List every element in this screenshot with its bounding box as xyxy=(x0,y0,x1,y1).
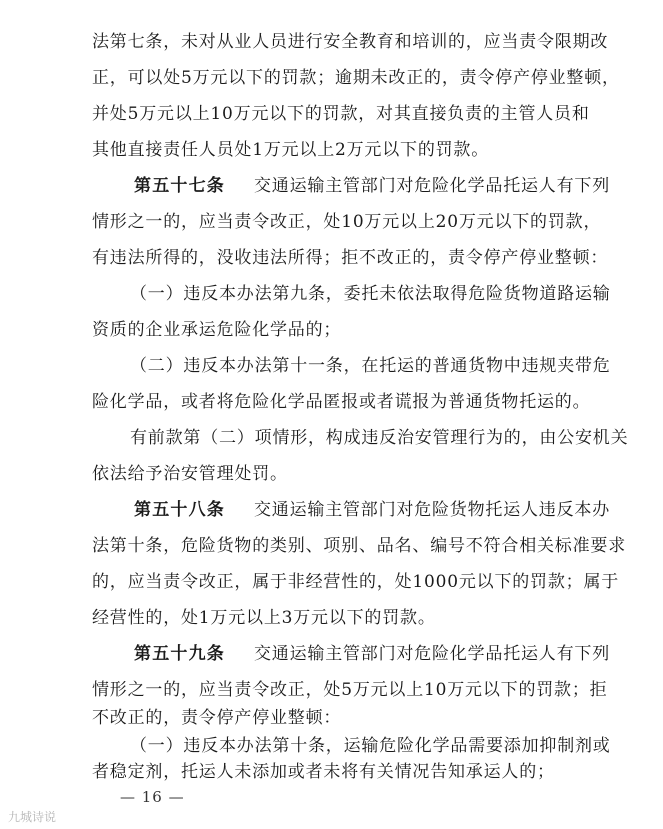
text-line: 情形之一的，应当责令改正，处10万元以上20万元以下的罚款， xyxy=(92,212,602,232)
text-line: 法第七条，未对从业人员进行安全教育和培训的，应当责令限期改 xyxy=(92,32,609,52)
text-line: 经营性的，处1万元以上3万元以下的罚款。 xyxy=(92,608,436,628)
page-number: — 16 — xyxy=(120,788,185,806)
text-line: 交通运输主管部门对危险化学品托运人有下列 xyxy=(254,176,610,196)
article-title: 第五十八条 xyxy=(134,500,225,520)
text-line: 法第十条，危险货物的类别、项别、品名、编号不符合相关标准要求 xyxy=(92,536,626,556)
text-line: 者稳定剂，托运人未添加或者未将有关情况告知承运人的； xyxy=(92,762,555,782)
text-line: （一）违反本办法第九条，委托未依法取得危险货物道路运输 xyxy=(130,284,611,304)
text-line: 其他直接责任人员处1万元以上2万元以下的罚款。 xyxy=(92,140,490,160)
text-line: 情形之一的，应当责令改正，处5万元以上10万元以下的罚款；拒 xyxy=(92,680,608,700)
text-line: 交通运输主管部门对危险货物托运人违反本办 xyxy=(254,500,610,520)
text-line: （一）违反本办法第十条，运输危险化学品需要添加抑制剂或 xyxy=(130,736,611,756)
text-line: 依法给予治安管理处罚。 xyxy=(92,464,288,484)
text-line: 有违法所得的，没收违法所得；拒不改正的，责令停产停业整顿： xyxy=(92,248,609,268)
text-line: 险化学品，或者将危险化学品匿报或者谎报为普通货物托运的。 xyxy=(92,392,591,412)
text-line: 交通运输主管部门对危险化学品托运人有下列 xyxy=(254,644,610,664)
article-title: 第五十七条 xyxy=(134,176,225,196)
text-line: 有前款第（二）项情形，构成违反治安管理行为的，由公安机关 xyxy=(130,428,629,448)
watermark: 九城诗说 xyxy=(8,810,57,824)
text-line: 正，可以处5万元以下的罚款；逾期未改正的，责令停产停业整顿， xyxy=(92,68,620,88)
text-line: 资质的企业承运危险化学品的； xyxy=(92,320,342,340)
article-title: 第五十九条 xyxy=(134,644,225,664)
text-line: 不改正的，责令停产停业整顿： xyxy=(92,708,342,728)
text-line: （二）违反本办法第十一条，在托运的普通货物中违规夹带危 xyxy=(130,356,611,376)
text-line: 并处5万元以上10万元以下的罚款，对其直接负责的主管人员和 xyxy=(92,104,590,124)
text-line: 的，应当责令改正，属于非经营性的，处1000元以下的罚款；属于 xyxy=(92,572,620,592)
